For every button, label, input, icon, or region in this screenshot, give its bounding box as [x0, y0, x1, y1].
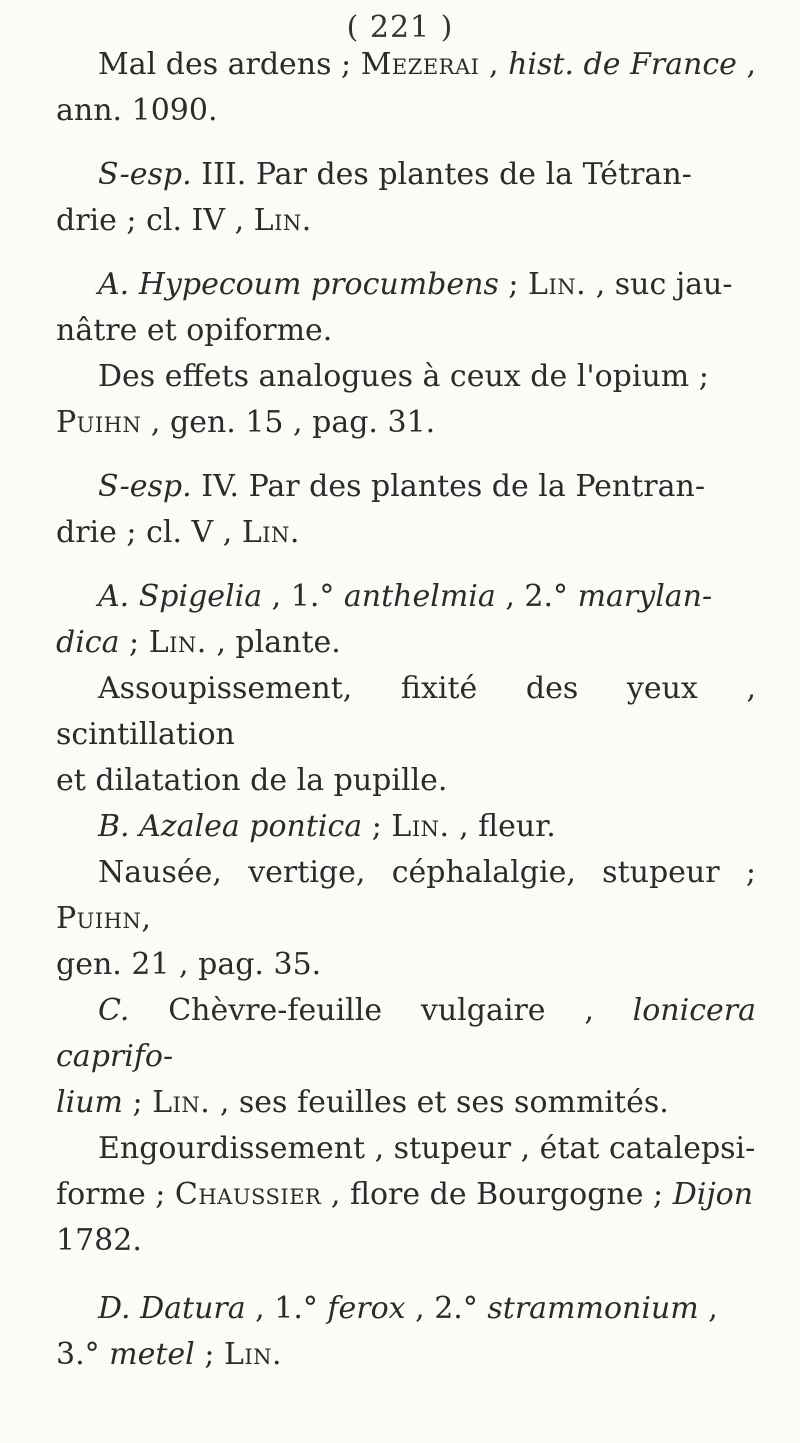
effects-spigelia — [56, 666, 756, 804]
author-name: Lin. — [223, 1337, 283, 1372]
text-line — [14, 198, 312, 244]
text-span: , — [141, 901, 151, 936]
text-span: drie ; cl. V , — [56, 515, 242, 550]
text-span: IV. Par des plantes de la Pentran- — [191, 469, 705, 504]
author-name: Lin. — [148, 625, 207, 660]
author-name: Lin. — [241, 515, 300, 550]
entry-label: C. — [98, 993, 130, 1028]
paragraph-mal-des-ardens — [56, 42, 756, 134]
text-span: ; — [194, 1337, 224, 1372]
author-name: Lin. — [391, 809, 450, 844]
species-name: anthelmia — [343, 579, 496, 614]
entry-spigelia — [56, 574, 756, 666]
text-line — [14, 620, 341, 666]
entry-hypecoum — [56, 262, 756, 354]
text-span: Assoupissement, fixité des yeux , scintillation — [56, 671, 756, 752]
entry-datura — [56, 1286, 756, 1378]
text-line: et dilatation de la pupille. — [56, 763, 448, 798]
species-name: Datura — [140, 1291, 246, 1326]
text-span: , 2.° — [405, 1291, 488, 1326]
text-span: , 2.° — [495, 579, 578, 614]
page-body — [56, 42, 756, 1378]
entry-label: A. — [98, 579, 130, 614]
text-span: forme ; — [56, 1177, 175, 1212]
text-line — [14, 1080, 669, 1126]
entry-chevre-feuille — [56, 988, 756, 1126]
text-span: Des effets analogues à ceux de l'opium ; — [98, 359, 709, 394]
text-span: , gen. 15 , pag. 31. — [141, 405, 436, 440]
text-line: nâtre et opiforme. — [56, 313, 333, 348]
section-heading-s-esp-iii — [56, 152, 756, 244]
author-name: Lin. — [253, 203, 312, 238]
species-name: strammonium — [487, 1291, 699, 1326]
text-span: Mal des ardens ; — [98, 47, 361, 82]
text-span: , ses feuilles et ses sommités. — [210, 1085, 669, 1120]
text-span: ; — [498, 267, 529, 302]
species-name: dica — [56, 625, 120, 660]
text-span: , flore de Bourgogne ; — [321, 1177, 673, 1212]
text-span: drie ; cl. IV , — [56, 203, 254, 238]
author-name: Lin. — [528, 267, 587, 302]
text-span: 3.° — [56, 1337, 110, 1372]
page-number: ( 221 ) — [346, 10, 454, 45]
species-name: ferox — [327, 1291, 406, 1326]
species-name: Spigelia — [138, 579, 263, 614]
text-span: ; — [122, 1085, 153, 1120]
text-line: gen. 21 , pag. 35. — [56, 947, 322, 982]
text-span: ann. 1090. — [56, 93, 218, 128]
entry-label: B. — [98, 809, 130, 844]
text-span: , fleur. — [449, 809, 556, 844]
species-name: lonicera caprifo- — [56, 993, 756, 1074]
text-span: , — [479, 47, 509, 82]
text-span: , 1.° — [245, 1291, 328, 1326]
text-span: ; — [362, 809, 392, 844]
text-span: , — [698, 1291, 718, 1326]
text-line — [14, 510, 300, 556]
text-span: , plante. — [206, 625, 341, 660]
species-name: Hypecoum procumbens — [138, 267, 499, 302]
entry-label: A. — [98, 267, 130, 302]
text-span: ; — [119, 625, 149, 660]
text-span: , — [736, 47, 757, 82]
entry-azalea — [56, 804, 756, 850]
species-name: metel — [109, 1337, 195, 1372]
place-name: Dijon — [672, 1177, 754, 1212]
section-label: S-esp. — [98, 469, 192, 504]
text-span: , suc jau- — [586, 267, 733, 302]
text-span: Engourdissement , stupeur , état catalepsi- — [98, 1131, 756, 1166]
text-span: Nausée, vertige, céphalalgie, stupeur ; — [98, 855, 756, 890]
species-name: lium — [56, 1085, 123, 1120]
effects-chevre-feuille — [56, 1126, 756, 1264]
text-span: Chèvre-feuille vulgaire , — [129, 993, 633, 1028]
work-title: hist. de France — [508, 47, 737, 82]
author-name: Mezerai — [360, 47, 480, 82]
effects-hypecoum — [56, 354, 756, 446]
effects-azalea — [56, 850, 756, 988]
text-span: III. Par des plantes de la Tétran- — [191, 157, 692, 192]
author-name: Puihn — [56, 901, 142, 936]
author-name: Chaussier — [174, 1177, 322, 1212]
text-line — [14, 400, 435, 446]
species-name: Azalea pontica — [139, 809, 363, 844]
text-line — [14, 1172, 753, 1218]
species-name: marylan- — [577, 579, 713, 614]
text-line: 1782. — [56, 1223, 142, 1258]
author-name: Puihn — [56, 405, 142, 440]
section-heading-s-esp-iv — [56, 464, 756, 556]
section-label: S-esp. — [98, 157, 192, 192]
text-span: , 1.° — [262, 579, 344, 614]
author-name: Lin. — [152, 1085, 211, 1120]
entry-label: D. — [98, 1291, 131, 1326]
text-line — [14, 1332, 282, 1378]
